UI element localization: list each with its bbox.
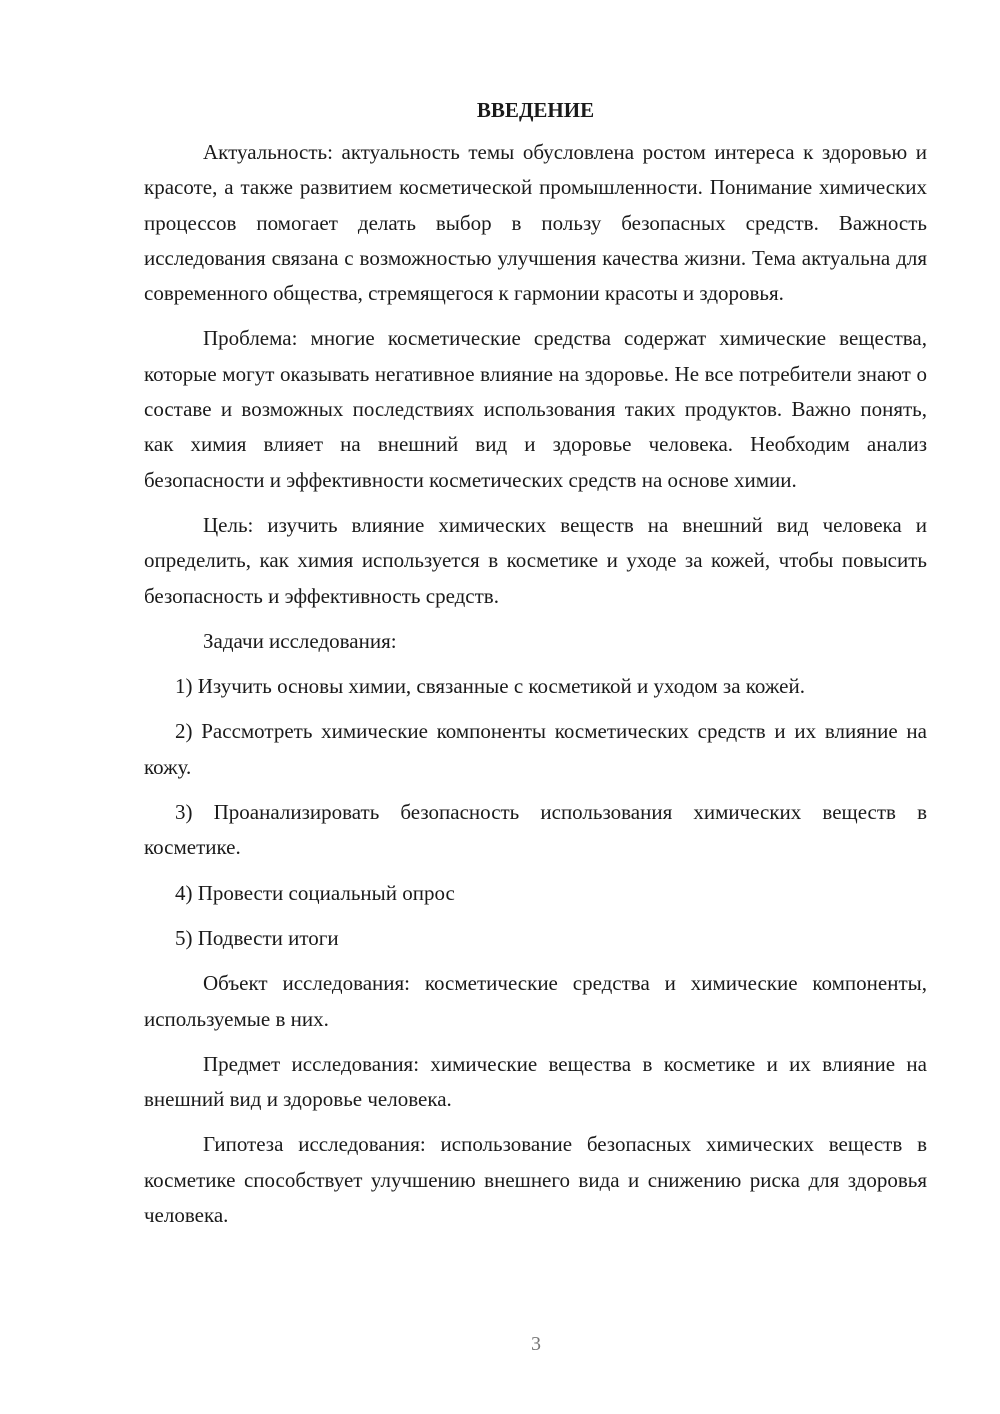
task-item: 2) Рассмотреть химические компоненты косметических средств и их влияние на кожу. <box>144 719 927 779</box>
task-item: 1) Изучить основы химии, связанные с косметикой и уходом за кожей. <box>175 674 805 699</box>
tasks-heading: Задачи исследования: <box>203 628 397 653</box>
paragraph-subject: Предмет исследования: химические вещества в косметике и их влияние на внешний вид и здоровье человека. <box>144 1051 927 1112</box>
section-title: ВВЕДЕНИЕ <box>476 98 595 122</box>
paragraph-hypothesis: Гипотеза исследования: использование безопасных химических веществ в косметике способствует улучшению внешнего вида и снижению риска для здоровья человека. <box>144 1132 927 1228</box>
task-item: 5) Подвести итоги <box>175 925 339 950</box>
task-item: 3) Проанализировать безопасность использования химических веществ в косметике. <box>144 800 927 860</box>
document-page <box>144 94 927 1243</box>
task-item: 4) Провести социальный опрос <box>175 880 455 905</box>
paragraph-relevance: Актуальность: актуальность темы обусловлена ростом интереса к здоровью и красоте, а также развитием косметической промышленности. Понимание химических процессов помогает делать выбор в пользу безопасных средств. Важность исследования связана с возможностью улучшения качества жизни. Тема актуальна для современного общества, стремящегося к гармонии красоты и здоровья. <box>144 140 927 306</box>
paragraph-object: Объект исследования: косметические средства и химические компоненты, используемые в них. <box>144 971 927 1031</box>
page-number: 3 <box>531 1333 541 1355</box>
paragraph-problem: Проблема: многие косметические средства содержат химические вещества, которые могут оказывать негативное влияние на здоровье. Не все потребители знают о составе и возможных последствиях использования таких продуктов. Важно понять, как химия влияет на внешний вид и здоровье человека. Необходим анализ безопасности и эффективности косметических средств на основе химии. <box>144 326 927 492</box>
paragraph-goal: Цель: изучить влияние химических веществ на внешний вид человека и определить, как химия используется в косметике и уходе за кожей, чтобы повысить безопасность и эффективность средств. <box>144 512 927 608</box>
